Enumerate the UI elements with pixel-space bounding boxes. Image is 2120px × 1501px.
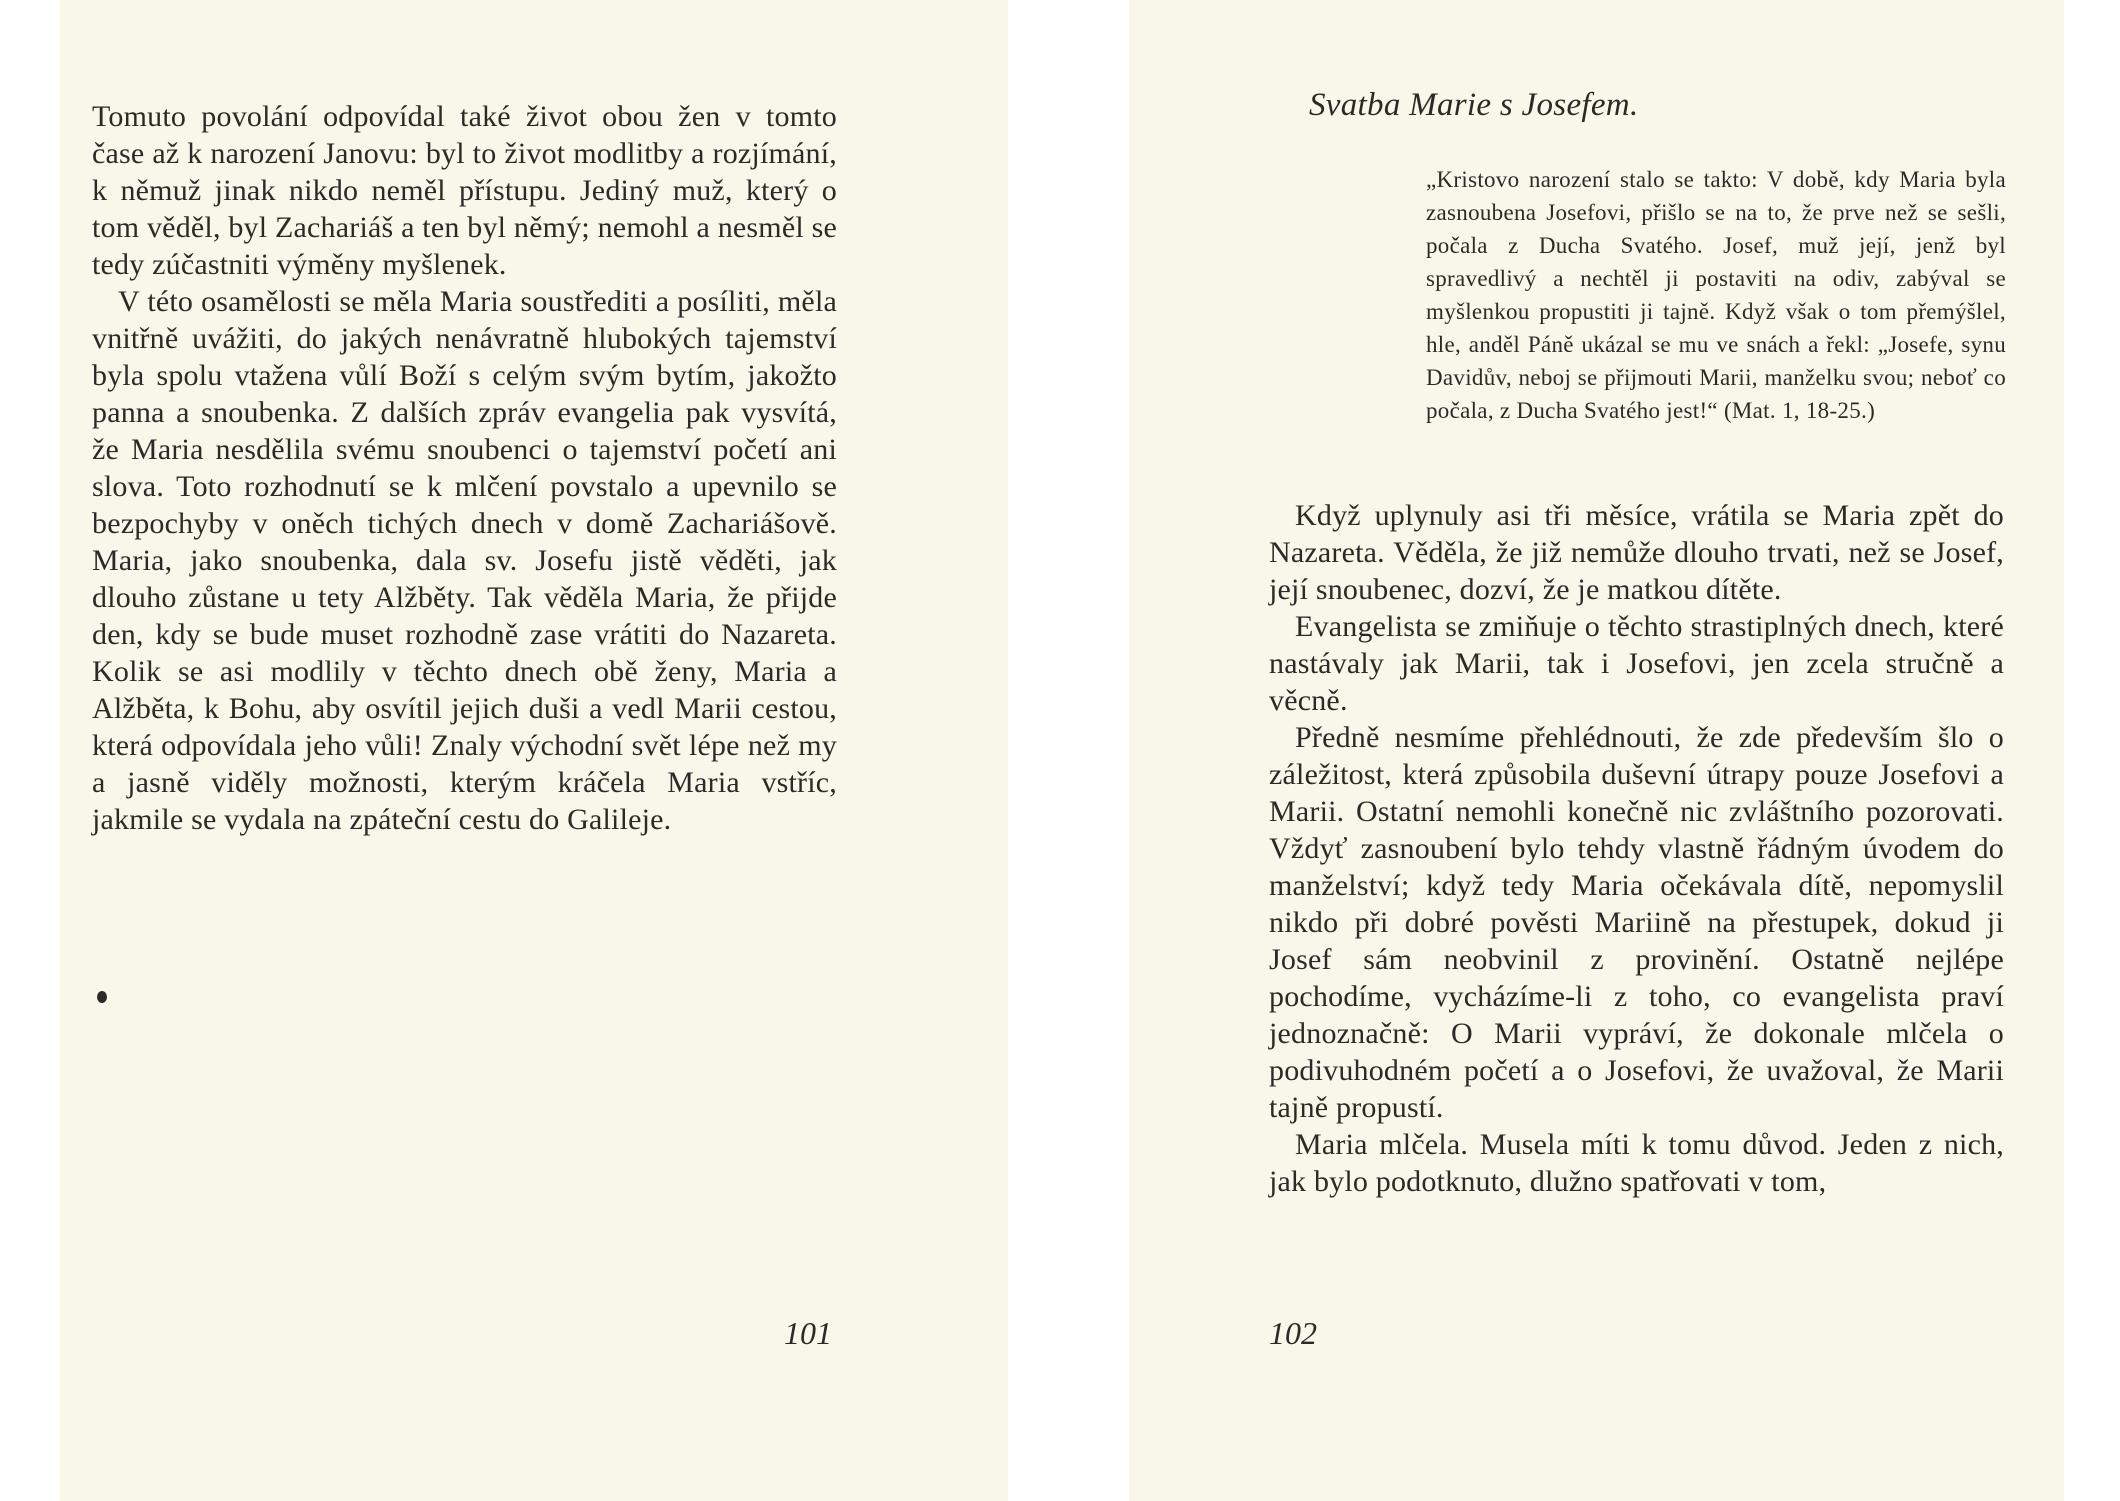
paragraph: Maria mlčela. Musela míti k tomu důvod. Jeden z nich, jak bylo podotknuto, dlužno spatřovati v tom, <box>1269 1128 2004 1198</box>
right-page <box>1129 0 2064 1501</box>
left-page <box>60 0 1008 1501</box>
paragraph: Předně nesmíme přehlédnouti, že zde především šlo o záležitost, která způsobila duševní útrapy pouze Josefovi a Marii. Ostatní nemohli konečně nic zvláštního pozorovati. Vždyť zasnoubení bylo tehdy vlastně řádným úvodem do manželství; když tedy Maria očekávala dítě, nepomyslil nikdo při dobré pověsti Mariině na přestupek, dokud ji Josef sám neobvinil z provinění. Ostatně nejlépe pochodíme, vycházíme-li z toho, co evangelista praví jednoznačně: O Marii vypráví, že dokonale mlčela o podivuhodném početí a o Josefovi, že uvažoval, že Marii tajně propustí. <box>1269 721 2004 1124</box>
scripture-quote <box>1426 163 2006 427</box>
left-page-body <box>92 98 837 838</box>
paragraph: V této osamělosti se měla Maria soustřediti a posíliti, měla vnitřně uvážiti, do jakých nenávratně hlubokých tajemství byla spolu vtažena vůlí Boží s celým svým bytím, jakožto panna a snoubenka. Z dalších zpráv evangelia pak vysvítá, že Maria nesdělila svému snoubenci o tajemství početí ani slova. Toto rozhodnutí se k mlčení povstalo a upevnilo se bezpochyby v oněch tichých dnech v domě Zachariášově. Maria, jako snoubenka, dala sv. Josefu jistě věděti, jak dlouho zůstane u tety Alžběty. Tak věděla Maria, že přijde den, kdy se bude muset rozhodně zase vrátiti do Nazareta. Kolik se asi modlily v těchto dnech obě ženy, Maria a Alžběta, k Bohu, aby osvítil jejich duši a vedl Marii cestou, která odpovídala jeho vůli! Znaly východní svět lépe než my a jasně viděly možnosti, kterým kráčela Maria vstříc, jakmile se vydala na zpáteční cestu do Galileje. <box>92 285 837 836</box>
page-number: 102 <box>1269 1315 1317 1351</box>
running-head: Svatba Marie s Josefem. <box>1309 87 1639 123</box>
paragraph: Když uplynuly asi tři měsíce, vrátila se Maria zpět do Nazareta. Věděla, že již nemůže dlouho trvati, než se Josef, její snoubenec, dozví, že je matkou dítěte. <box>1269 499 2004 606</box>
quote-text: „Kristovo narození stalo se takto: V době, kdy Maria byla zasnoubena Josefovi, přišlo se na to, že prve než se sešli, počala z Ducha Svatého. Josef, muž její, jenž byl spravedlivý a nechtěl ji postaviti na odiv, zabýval se myšlenkou propustiti ji tajně. Když však o tom přemýšlel, hle, anděl Páně ukázal se mu ve snách a řekl: „Josefe, synu Davidův, neboj se přijmouti Marii, manželku svou; neboť co počala, z Ducha Svatého jest!“ (Mat. 1, 18-25.) <box>1426 167 2006 423</box>
paragraph: Tomuto povolání odpovídal také život obou žen v tomto čase až k narození Janovu: byl to život modlitby a rozjímání, k němuž jinak nikdo neměl přístupu. Jediný muž, který o tom věděl, byl Zachariáš a ten byl němý; nemohl a nesměl se tedy zúčastniti výměny myšlenek. <box>92 100 837 281</box>
paragraph: Evangelista se zmiňuje o těchto strastiplných dnech, které nastávaly jak Marii, tak i Josefovi, jen zcela stručně a věcně. <box>1269 610 2004 717</box>
right-page-body <box>1269 497 2004 1200</box>
page-number: 101 <box>784 1315 832 1351</box>
bullet-mark <box>97 991 107 1003</box>
